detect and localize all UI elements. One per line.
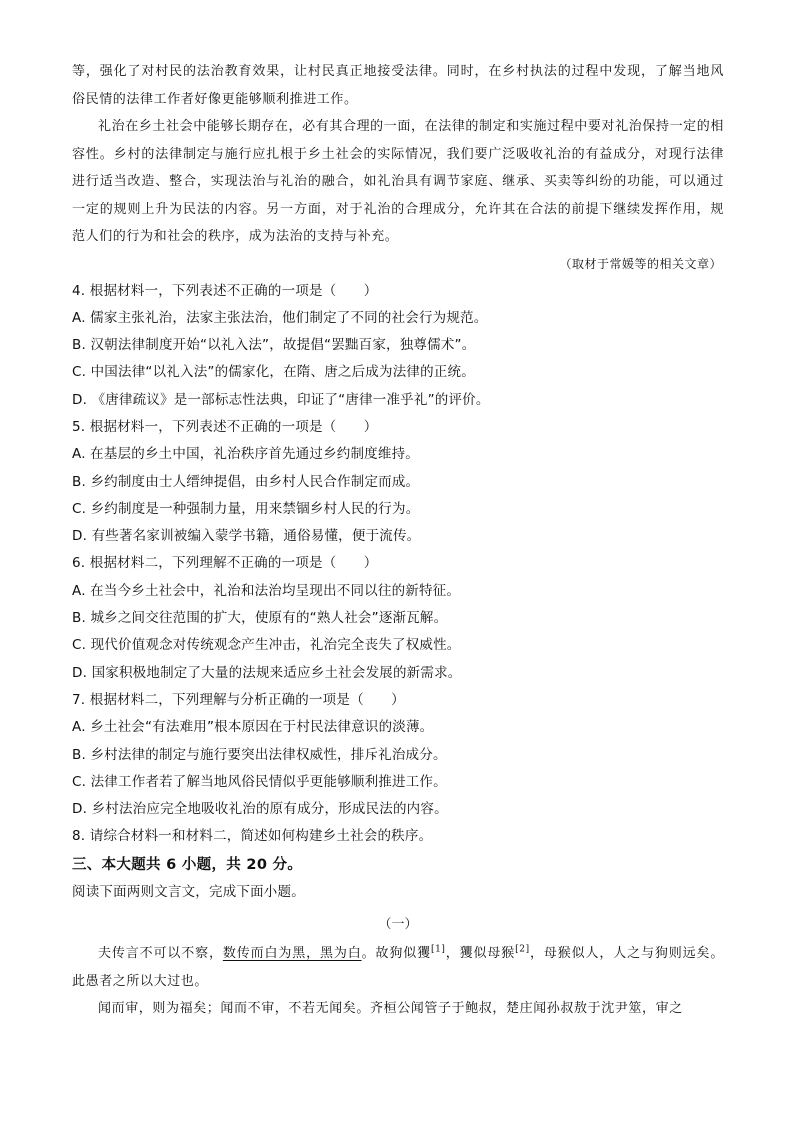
option-b: B. 城乡之间交往范围的扩大，使原有的“熟人社会”逐渐瓦解。 bbox=[72, 610, 448, 627]
classical-text-end: ，母猴似人，人之与狗则远矣。此愚者之所以大过也。 bbox=[72, 946, 724, 989]
passage-source: （取材于常媛等的相关文章） bbox=[559, 256, 722, 271]
classical-paragraph-1 bbox=[72, 940, 724, 995]
classical-text-mid2: ，玃似母猴 bbox=[445, 946, 516, 962]
option-b: B. 乡村法律的制定与施行要突出法律权威性，排斥礼治成分。 bbox=[72, 746, 447, 763]
passage-paragraph-2: 礼治在乡土社会中能够长期存在，必有其合理的一面，在法律的制定和实施过程中要对礼治保持一定的相容性。乡村的法律制定与施行应扎根于乡土社会的实际情况，我们要广泛吸收礼治的有益成分，对现行法律进行适当改造、整合，实现法治与礼治的融合，如礼治具有调节家庭、继承、买卖等纠纷的功能，可以通过一定的规则上升为民法的内容。另一方面，对于礼治的合理成分，允许其在合法的前提下继续发挥作用，规范人们的行为和社会的秩序，成为法治的支持与补充。 bbox=[72, 119, 724, 244]
question-7 bbox=[72, 687, 724, 823]
option-b: B. 汉朝法律制度开始“以礼入法”，故提倡“罢黜百家，独尊儒术”。 bbox=[72, 337, 476, 354]
option-a: A. 儒家主张礼治，法家主张法治，他们制定了不同的社会行为规范。 bbox=[72, 309, 488, 326]
classical-part-label: （一） bbox=[378, 917, 418, 933]
exam-page bbox=[72, 58, 724, 1023]
question-5 bbox=[72, 414, 724, 550]
footnote-ref-1: [1] bbox=[430, 944, 446, 955]
question-4 bbox=[72, 278, 724, 414]
option-a: A. 乡土社会“有法难用”根本原因在于村民法律意识的淡薄。 bbox=[72, 719, 434, 736]
question-8 bbox=[72, 823, 724, 850]
underlined-sentence: 数传而白为黑，黑为白 bbox=[222, 946, 362, 962]
option-d: D. 乡村法治应完全地吸收礼治的原有成分，形成民法的内容。 bbox=[72, 801, 448, 818]
section-3-title: 三、本大题共 6 小题，共 20 分。 bbox=[72, 856, 303, 873]
passage-paragraph-1: 等，强化了对村民的法治教育效果，让村民真正地接受法律。同时，在乡村执法的过程中发现，了解当地风俗民情的法律工作者好像更能够顺利推进工作。 bbox=[72, 64, 724, 107]
option-a: A. 在基层的乡土中国，礼治秩序首先通过乡约制度维持。 bbox=[72, 446, 419, 463]
option-c: C. 法律工作者若了解当地风俗民情似乎更能够顺利推进工作。 bbox=[72, 773, 447, 790]
classical-paragraph-2: 闻而审，则为福矣；闻而不审，不若无闻矣。齐桓公闻管子于鲍叔，楚庄闻孙叔敖于沈尹筮，审之 bbox=[98, 1001, 683, 1017]
option-d: D. 国家积极地制定了大量的法规来适应乡土社会发展的新需求。 bbox=[72, 664, 462, 681]
classical-text-mid1: 。故狗似玃 bbox=[361, 946, 431, 962]
option-c: C. 现代价值观念对传统观念产生冲击，礼治完全丧失了权威性。 bbox=[72, 637, 461, 654]
option-d: D. 《唐律疏议》是一部标志性法典，印证了“唐律一准乎礼”的评价。 bbox=[72, 391, 490, 408]
question-stem: 8. 请综合材料一和材料二，简述如何构建乡土社会的秩序。 bbox=[72, 828, 433, 845]
section-3-intro: 阅读下面两则文言文，完成下面小题。 bbox=[72, 883, 305, 900]
classical-text-start: 夫传言不可以不察， bbox=[98, 946, 223, 962]
option-c: C. 乡约制度是一种强制力量，用来禁锢乡村人民的行为。 bbox=[72, 500, 420, 517]
option-a: A. 在当今乡土社会中，礼治和法治均呈现出不同以往的新特征。 bbox=[72, 582, 461, 599]
question-6 bbox=[72, 550, 724, 686]
footnote-ref-2: [2] bbox=[515, 944, 530, 955]
option-b: B. 乡约制度由士人缙绅提倡，由乡村人民合作制定而成。 bbox=[72, 473, 420, 490]
question-stem: 7. 根据材料二，下列理解与分析正确的一项是（ ） bbox=[72, 691, 405, 708]
option-d: D. 有些著名家训被编入蒙学书籍，通俗易懂，便于流传。 bbox=[72, 528, 421, 545]
question-stem: 4. 根据材料一，下列表述不正确的一项是（ ） bbox=[72, 282, 378, 299]
question-stem: 5. 根据材料一，下列表述不正确的一项是（ ） bbox=[72, 418, 378, 435]
option-c: C. 中国法律“以礼入法”的儒家化，在隋、唐之后成为法律的正统。 bbox=[72, 364, 475, 381]
question-stem: 6. 根据材料二，下列理解不正确的一项是（ ） bbox=[72, 555, 378, 572]
